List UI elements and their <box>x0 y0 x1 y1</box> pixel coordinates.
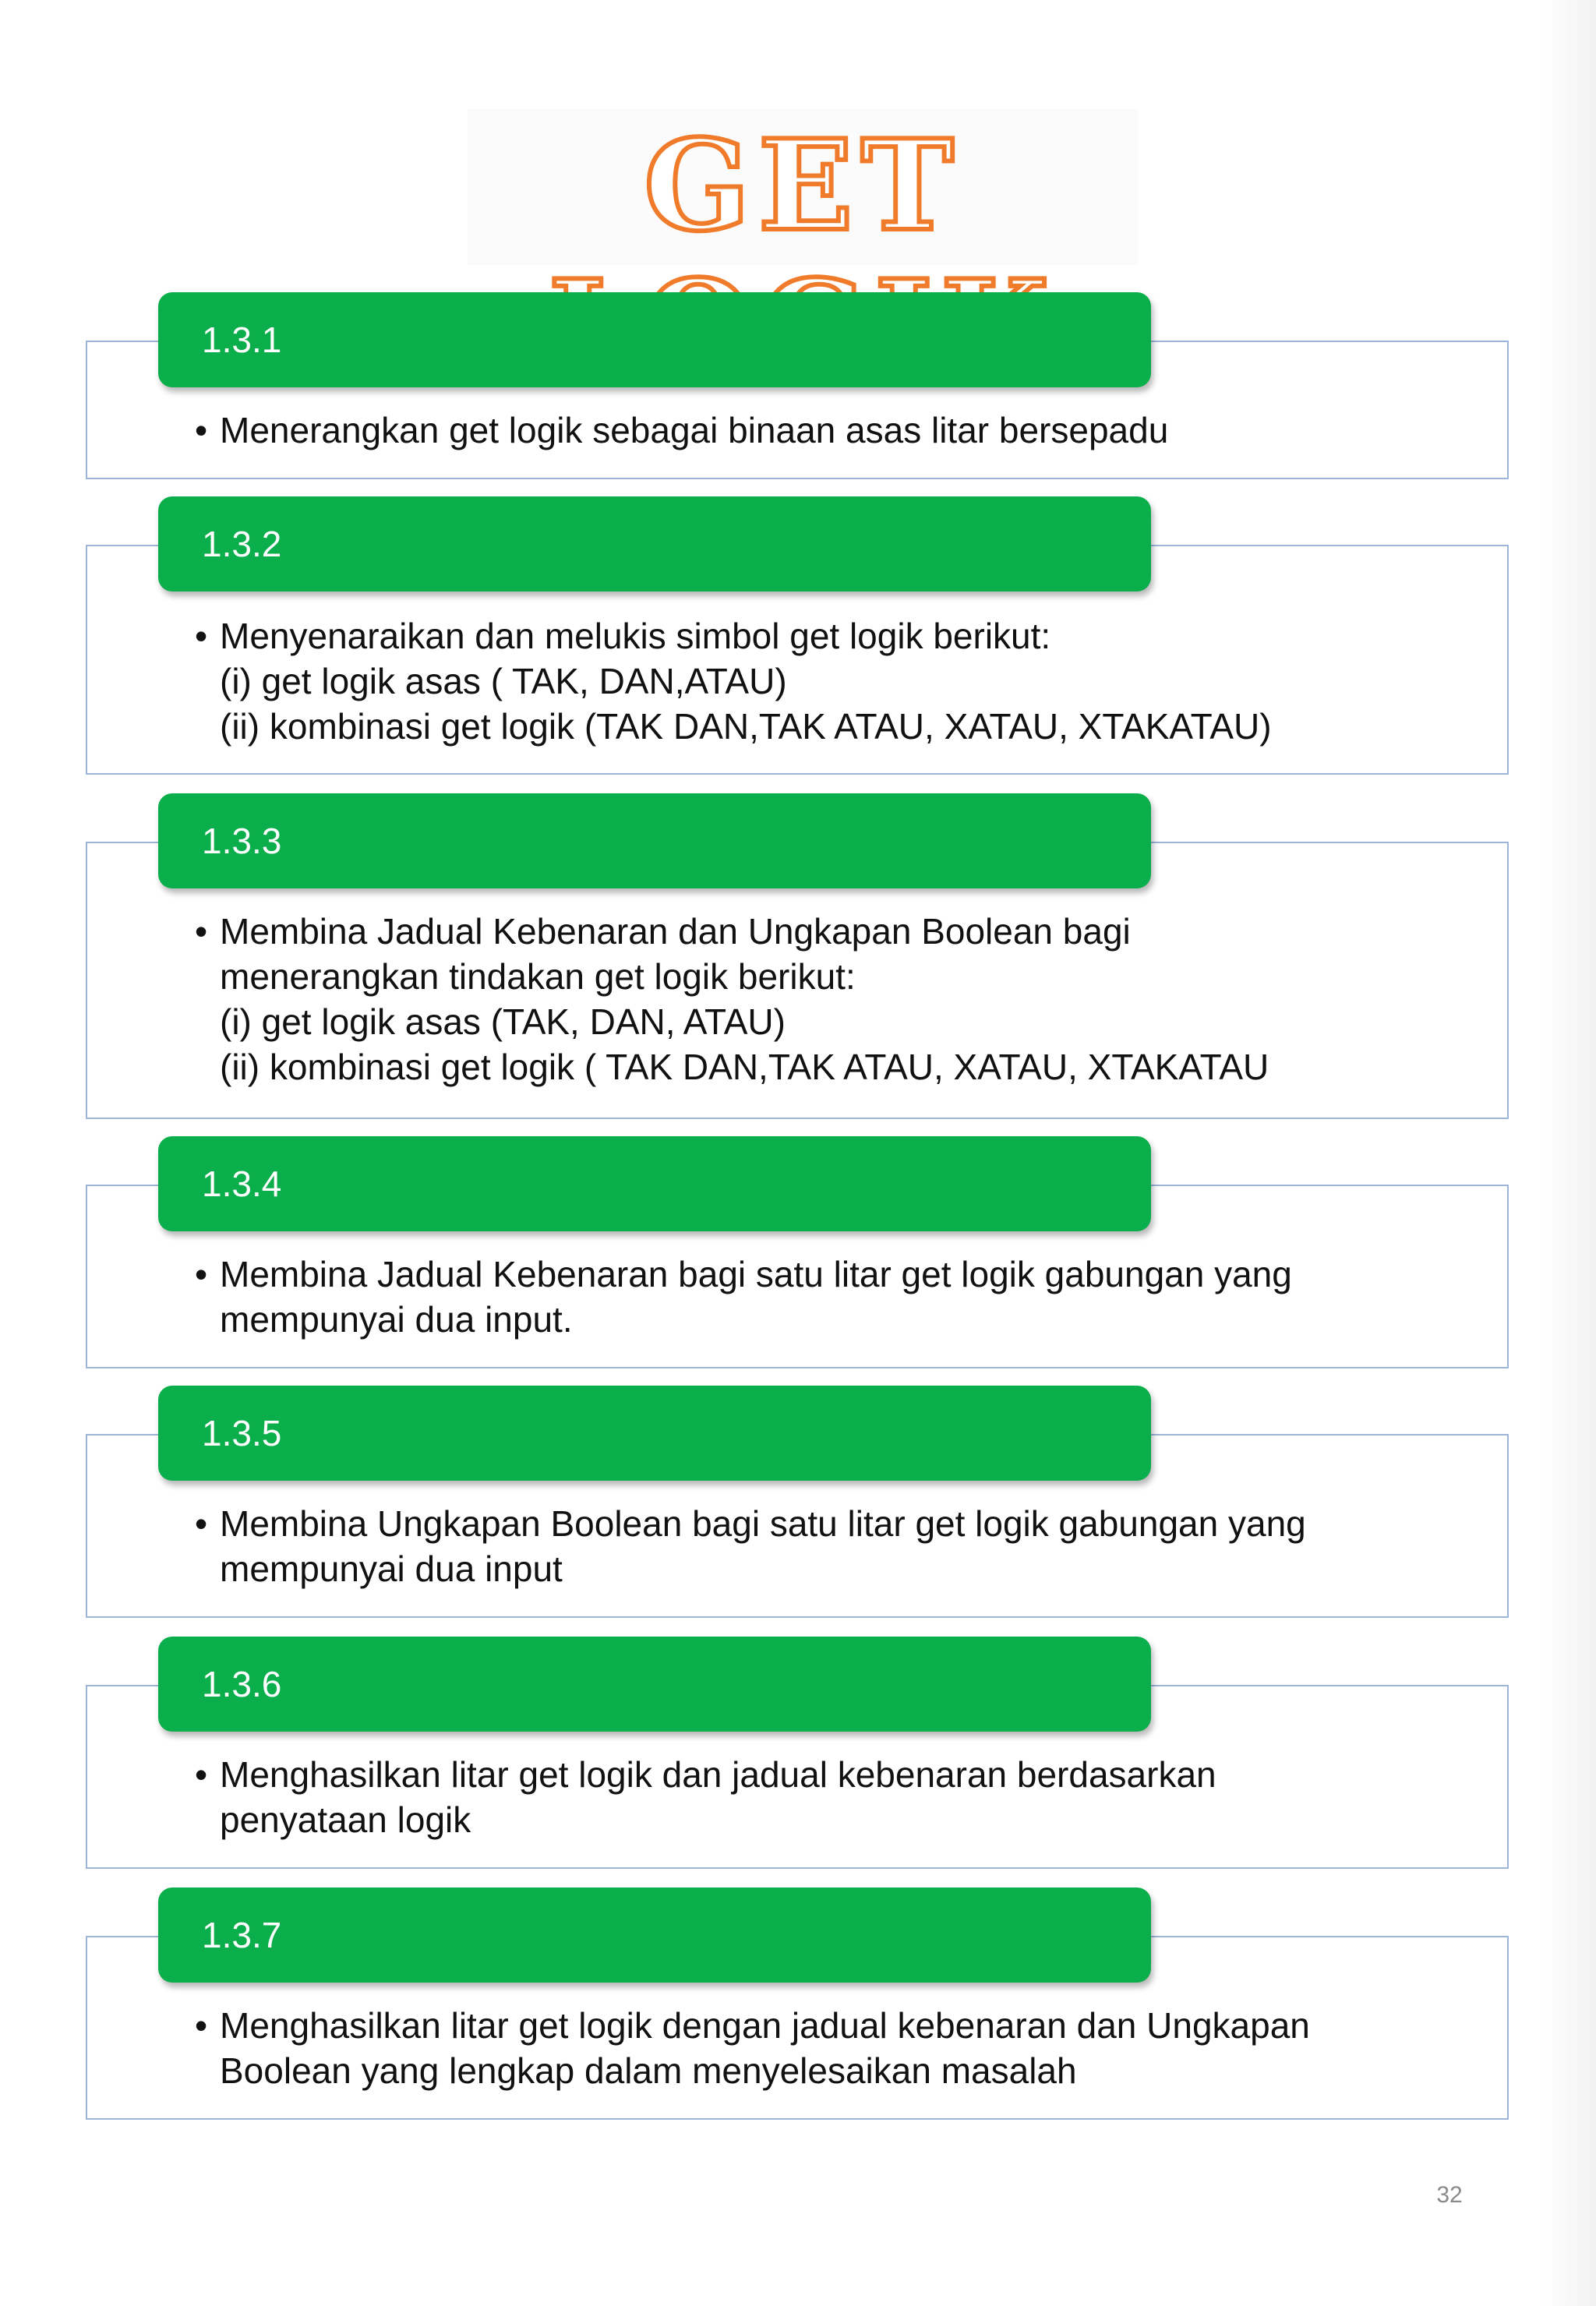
objective-item <box>86 1386 1509 1618</box>
objective-line: Membina Jadual Kebenaran bagi satu litar get logik gabungan yang <box>220 1254 1292 1294</box>
bullet-icon: • <box>195 911 208 952</box>
objective-line: Boolean yang lengkap dalam menyelesaikan masalah <box>220 2050 1077 2091</box>
objective-line: (i) get logik asas (TAK, DAN, ATAU) <box>220 1001 786 1042</box>
objective-line: (i) get logik asas ( TAK, DAN,ATAU) <box>220 661 787 701</box>
objective-code-header: 1.3.1 <box>158 292 1151 387</box>
bullet-icon: • <box>195 616 208 656</box>
objective-content <box>195 909 1462 1089</box>
page-number: 32 <box>1436 2182 1463 2208</box>
objective-line: Menerangkan get logik sebagai binaan asas litar bersepadu <box>220 410 1169 450</box>
objective-content <box>195 408 1462 453</box>
objective-content <box>195 1501 1462 1591</box>
objective-code-header: 1.3.5 <box>158 1386 1151 1481</box>
objective-item <box>86 1637 1509 1869</box>
page-title: GET <box>644 112 962 259</box>
objective-content <box>195 613 1462 749</box>
objective-line: (ii) kombinasi get logik (TAK DAN,TAK ATAU, XATAU, XTAKATAU) <box>220 706 1272 747</box>
objective-item <box>86 292 1509 479</box>
bullet-icon: • <box>195 1254 208 1294</box>
objective-content <box>195 1252 1462 1342</box>
objective-item <box>86 1888 1509 2120</box>
bullet-icon: • <box>195 1503 208 1544</box>
bullet-icon: • <box>195 1754 208 1795</box>
objective-code-header: 1.3.6 <box>158 1637 1151 1732</box>
objective-line: mempunyai dua input. <box>220 1299 573 1340</box>
bullet-icon: • <box>195 410 208 450</box>
objective-line: Menyenaraikan dan melukis simbol get logik berikut: <box>220 616 1051 656</box>
objective-line: Membina Jadual Kebenaran dan Ungkapan Boolean bagi <box>220 911 1131 952</box>
objective-line: Menghasilkan litar get logik dengan jadual kebenaran dan Ungkapan <box>220 2005 1310 2046</box>
page-edge-shadow <box>1541 0 1596 2306</box>
objective-item <box>86 1136 1509 1368</box>
objective-line: (ii) kombinasi get logik ( TAK DAN,TAK ATAU, XATAU, XTAKATAU <box>220 1047 1269 1087</box>
title-banner <box>468 109 1138 265</box>
objective-code-header: 1.3.7 <box>158 1888 1151 1983</box>
objective-content <box>195 2003 1462 2093</box>
objective-item <box>86 793 1509 1119</box>
objective-code-header: 1.3.2 <box>158 496 1151 592</box>
objective-code-header: 1.3.3 <box>158 793 1151 888</box>
objective-item <box>86 496 1509 775</box>
objective-code-header: 1.3.4 <box>158 1136 1151 1231</box>
bullet-icon: • <box>195 2005 208 2046</box>
objective-content <box>195 1752 1462 1842</box>
objective-line: penyataan logik <box>220 1799 471 1840</box>
objective-line: Membina Ungkapan Boolean bagi satu litar get logik gabungan yang <box>220 1503 1306 1544</box>
objective-line: Menghasilkan litar get logik dan jadual kebenaran berdasarkan <box>220 1754 1216 1795</box>
objective-line: menerangkan tindakan get logik berikut: <box>220 956 856 997</box>
objective-line: mempunyai dua input <box>220 1549 563 1589</box>
